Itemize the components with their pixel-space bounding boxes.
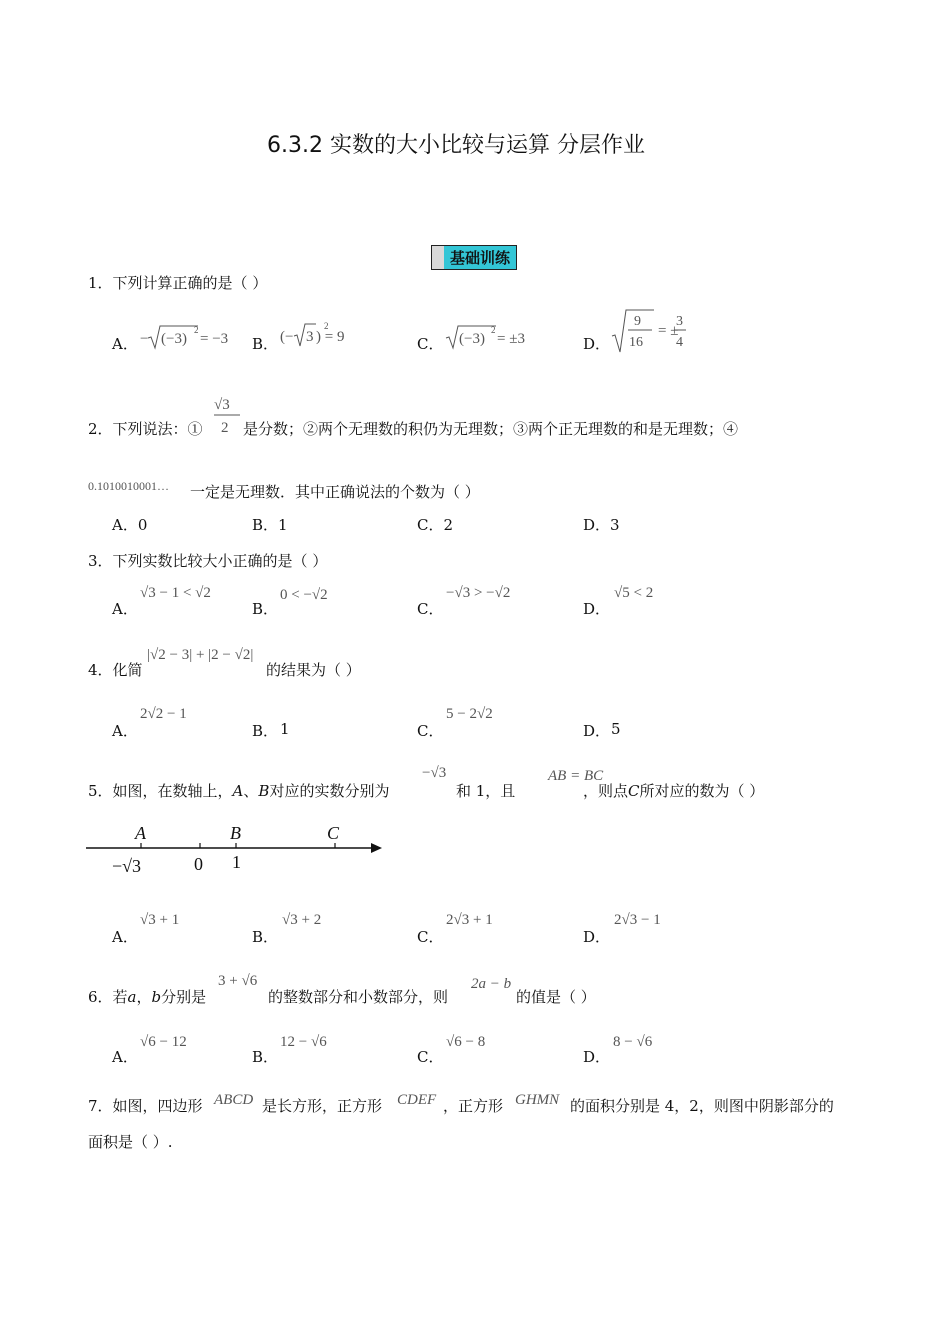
axis-value-one: 1: [232, 852, 241, 872]
q6-pre: 6．若: [88, 988, 128, 1006]
number-line-arrow: [371, 843, 382, 853]
q1-a-pre: −: [140, 331, 149, 347]
q6-mid: 分别是: [161, 988, 207, 1006]
q1-stem: 1．下列计算正确的是（ ）: [88, 274, 268, 292]
q2-decimal: 0.1010010001…: [88, 479, 169, 493]
q1-d-num: 9: [634, 314, 641, 329]
q3-option-d-expr: √5 < 2: [614, 585, 654, 601]
q4-option-d-label: D．: [583, 722, 611, 740]
q5-option-d-expr: 2√3 − 1: [614, 912, 661, 928]
q5-option-d-label: D．: [583, 928, 611, 946]
q3-stem: 3．下列实数比较大小正确的是（ ）: [88, 552, 328, 570]
page-title: 6.3.2 实数的大小比较与运算 分层作业: [267, 133, 645, 158]
q7-square-cdef: CDEF: [397, 1092, 437, 1108]
q4-option-c-label: C．: [417, 722, 444, 740]
q1-a-post: = −3: [200, 331, 229, 347]
q3-option-a-expr: √3 − 1 < √2: [140, 585, 211, 601]
q2-line2: 一定是无理数．其中正确说法的个数为（ ）: [190, 483, 480, 501]
q4-post: 的结果为（ ）: [266, 661, 361, 679]
q6-option-c-label: C．: [417, 1048, 444, 1066]
q7-rect-abcd: ABCD: [214, 1092, 254, 1108]
q2-frac-den: 2: [221, 420, 229, 436]
q1-c-rad: (−3): [459, 331, 485, 347]
axis-value-zero: 0: [194, 854, 203, 874]
q6-a-var: a: [127, 988, 137, 1006]
q2-option-c: C．2: [417, 516, 454, 534]
q2-line1-post: 是分数；②两个无理数的积仍为无理数；③两个正无理数的和是无理数；④: [243, 420, 739, 438]
q1-option-b-expr: [278, 318, 368, 350]
q3-option-c-expr: −√3 > −√2: [446, 585, 511, 601]
q1-b-post: ) = 9: [316, 329, 345, 345]
q5-option-b-label: B．: [252, 928, 279, 946]
q6-option-d-label: D．: [583, 1048, 611, 1066]
q7-mid3: 的面积分别是 4，2，则图中阴影部分的: [570, 1097, 834, 1115]
q6-post: 的值是（ ）: [516, 988, 596, 1006]
q6-b-var: b: [151, 988, 162, 1006]
q5-a-var: A: [232, 782, 244, 800]
q4-option-a-label: A．: [112, 722, 138, 740]
q7-square-ghmn: GHMN: [515, 1092, 560, 1108]
q5-stem: [88, 780, 389, 801]
q6-comma: ，: [136, 988, 152, 1006]
q5-b-var: B: [258, 782, 270, 800]
q5-option-b-expr: √3 + 2: [282, 912, 322, 928]
q5-condition: AB = BC: [548, 768, 604, 784]
q6-expr2: 2a − b: [471, 976, 512, 992]
q1-option-c-label: C．: [417, 335, 444, 353]
axis-label-b: B: [230, 823, 241, 843]
q2-option-a: A．0: [112, 516, 148, 534]
axis-label-a: A: [135, 823, 146, 843]
q4-option-b-expr: 1: [280, 720, 290, 738]
q6-expr: 3 + √6: [218, 973, 258, 989]
q2-frac-num: √3: [214, 397, 230, 413]
q6-option-c-expr: √6 − 8: [446, 1034, 486, 1050]
q1-option-a-expr: [138, 322, 248, 352]
number-line-figure: [84, 822, 384, 878]
q1-b-pre: (−: [280, 329, 294, 345]
q5-post-pre: ，则点: [583, 782, 629, 800]
q1-a-rad: (−3): [161, 331, 187, 347]
q5-value: −√3: [422, 765, 447, 781]
q5-c-var: C: [628, 782, 640, 800]
q3-option-d-label: D．: [583, 600, 611, 618]
q3-option-b-label: B．: [252, 600, 279, 618]
q3-option-a-label: A．: [112, 600, 138, 618]
q7-mid1: 是长方形，正方形: [262, 1097, 383, 1115]
q3-option-b-expr: 0 < −√2: [280, 587, 328, 603]
q1-d-eq: = ±: [658, 323, 679, 339]
q6-option-a-label: A．: [112, 1048, 138, 1066]
q4-pre: 4．化简: [88, 661, 143, 679]
q4-option-b-label: B．: [252, 722, 279, 740]
axis-value-neg-sqrt3: −√3: [112, 856, 142, 876]
section-header: 基础训练: [431, 245, 517, 270]
q6-option-a-expr: √6 − 12: [140, 1034, 187, 1050]
q1-option-b-label: B．: [252, 335, 279, 353]
q1-d-fnum: 3: [676, 314, 683, 329]
q7-line2: 面积是（ ）.: [88, 1133, 173, 1151]
q6-option-d-expr: 8 − √6: [613, 1034, 653, 1050]
q5-option-a-expr: √3 + 1: [140, 912, 180, 928]
q4-option-d-expr: 5: [611, 720, 621, 738]
q6-option-b-label: B．: [252, 1048, 279, 1066]
q4-option-a-expr: 2√2 − 1: [140, 706, 187, 722]
q5-option-c-expr: 2√3 + 1: [446, 912, 493, 928]
q1-option-c-expr: [444, 322, 544, 352]
q1-a-sq: 2: [194, 325, 199, 335]
axis-label-c: C: [327, 823, 340, 843]
q5-post-text: 所对应的数为（ ）: [639, 782, 765, 800]
q1-option-d-label: D．: [583, 335, 611, 353]
q5-sep: 、: [243, 782, 259, 800]
q1-b-sq: 2: [324, 321, 329, 331]
q1-c-post: = ±3: [497, 331, 525, 347]
q4-expr: |√2 − 3| + |2 − √2|: [147, 647, 254, 663]
q2-line1-pre: 2．下列说法：①: [88, 420, 203, 438]
q5-mid2: 和 1，且: [456, 782, 516, 800]
q5-option-a-label: A．: [112, 928, 138, 946]
q6-stem: [88, 986, 206, 1007]
q2-option-d: D．3: [583, 516, 620, 534]
q7-pre: 7．如图，四边形: [88, 1097, 203, 1115]
q1-d-den: 16: [629, 335, 643, 350]
q1-option-d-expr: [610, 306, 700, 356]
q3-option-c-label: C．: [417, 600, 444, 618]
q6-option-b-expr: 12 − √6: [280, 1034, 327, 1050]
q5-mid: 对应的实数分别为: [269, 782, 390, 800]
q4-option-c-expr: 5 − 2√2: [446, 706, 493, 722]
q6-mid2: 的整数部分和小数部分，则: [268, 988, 449, 1006]
q5-post: [583, 780, 764, 801]
q1-d-fden: 4: [676, 335, 683, 350]
q1-option-a-label: A．: [112, 335, 138, 353]
q5-option-c-label: C．: [417, 928, 444, 946]
q7-mid2: ，正方形: [443, 1097, 504, 1115]
q5-pre: 5．如图，在数轴上，: [88, 782, 233, 800]
q1-c-sq: 2: [491, 325, 496, 335]
q2-option-b: B．1: [252, 516, 288, 534]
q1-b-rad: 3: [306, 329, 314, 345]
q2-fraction: [212, 390, 242, 438]
